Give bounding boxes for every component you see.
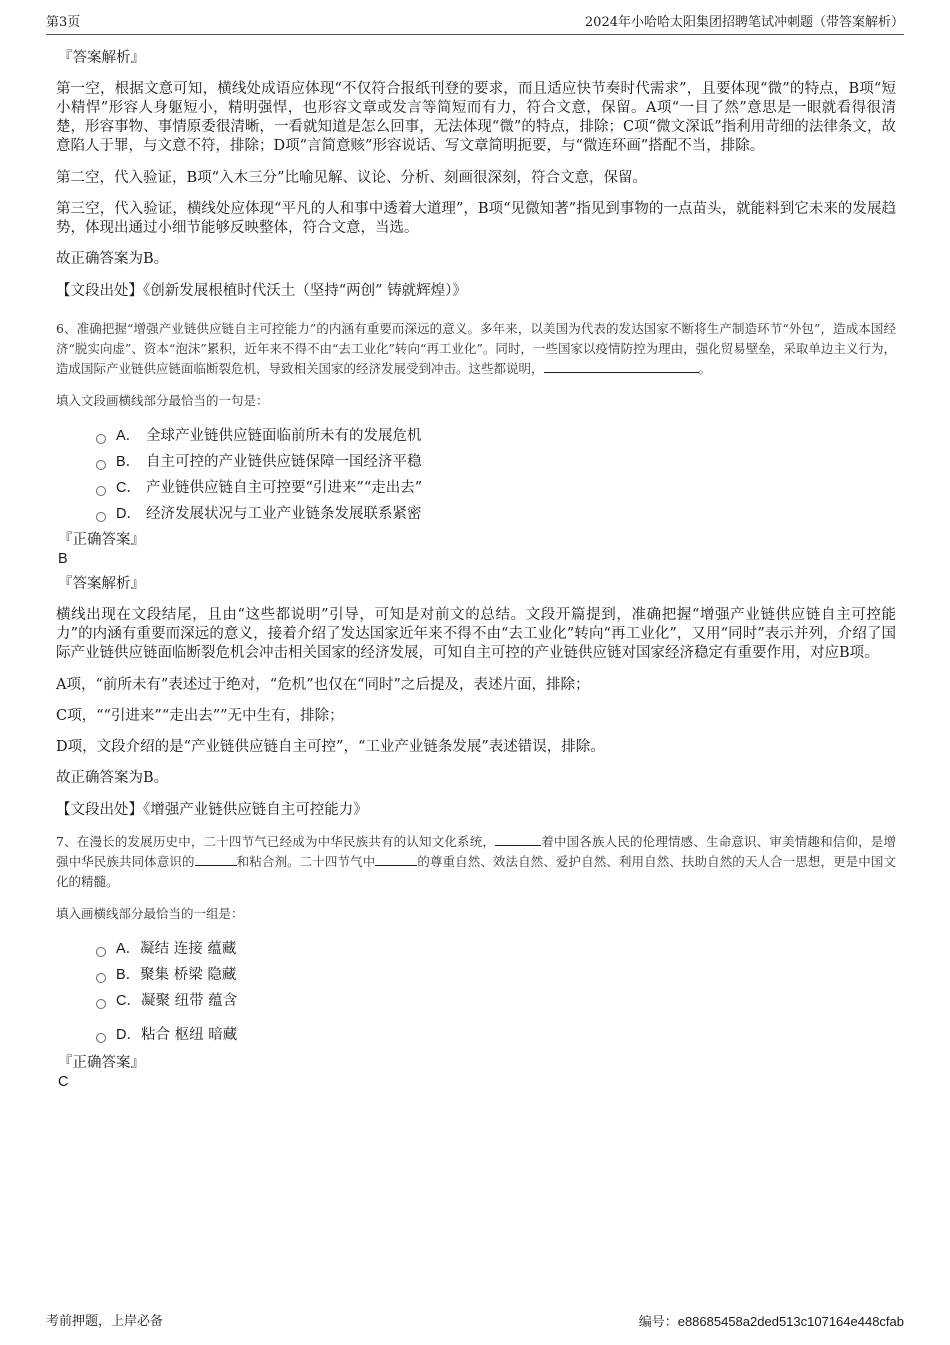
q6-answer-tag: 『正确答案』 [58,532,145,548]
radio-icon[interactable] [96,434,106,444]
q6-analysis-tag: 『答案解析』 [58,576,145,592]
q7-stem: 7、在漫长的发展历史中，二十四节气已经成为中华民族共有的认知文化系统， 着中国各族人民的伦理情感、生命意识、审美情趣和信仰，是增强中华民族共同体意识的 和粘合剂。二十四节气中 的尊重自然、效法自然、爱护自然、利用自然、扶助自然的天人合一思想，更是中国文化的精髓。 [56,834,896,889]
q6-option-d[interactable]: D． 经济发展状况与工业产业链条发展联系紧密 [96,501,896,527]
q6-option-b[interactable]: B． 自主可控的产业链供应链保障一国经济平稳 [96,449,896,475]
q7-option-b[interactable]: B． 聚集 桥梁 隐藏 [96,962,896,988]
q6-stem-end: 。 [698,361,712,376]
q6-option-c[interactable]: C． 产业链供应链自主可控要“引进来”“走出去” [96,475,896,501]
page-footer [46,1313,904,1333]
q5-analysis-tag: 『答案解析』 [58,50,145,66]
q6-analysis-p4: D项，文段介绍的是“产业链供应链自主可控”，“工业产业链条发展”表述错误，排除。 [56,739,605,755]
q6-analysis-p3: C项，““引进来”“走出去””无中生有，排除； [56,708,344,724]
q6-blank [544,360,699,373]
q7-option-c[interactable]: C． 凝聚 纽带 蕴含 [96,988,896,1014]
page-content [56,42,896,1097]
radio-icon[interactable] [96,973,106,983]
q5-analysis-p3: 第三空，代入验证，横线处应体现“平凡的人和事中透着大道理”，B项“见微知著”指见到事物的一点苗头，就能料到它未来的发展趋势，体现出通过小细节能够反映整体，符合文意，当选。 [56,201,896,236]
q6-options [96,423,896,527]
q5-analysis-p2: 第二空，代入验证，B项“入木三分”比喻见解、议论、分析、刻画很深刻，符合文意，保留。 [56,170,647,186]
q6-conclusion: 故正确答案为B。 [56,770,169,786]
q6-analysis-p1: 横线出现在文段结尾，且由“这些都说明”引导，可知是对前文的总结。文段开篇提到，准确把握“增强产业链供应链自主可控能力”的内涵有重要而深远的意义，接着介绍了发达国家近年来不得不由“去工业化”转向“再工业化”，又用“同时”表示并列，介绍了国际产业链供应链面临断裂危机会冲击相关国家的经济发展，可知自主可控的产业链供应链对国家经济稳定有重要作用，对应B项。 [56,607,896,661]
radio-icon[interactable] [96,512,106,522]
q7-blank-3 [375,853,417,866]
q7-option-a[interactable]: A． 凝结 连接 蕴藏 [96,936,896,962]
q6-stem [56,319,896,379]
footer-slogan: 考前押题，上岸必备 [46,1314,164,1329]
radio-icon[interactable] [96,460,106,470]
q6-stem-text: 6、准确把握“增强产业链供应链自主可控能力”的内涵有重要而深远的意义。多年来，以美国为代表的发达国家不断将生产制造环节“外包”，造成本国经济“脱实向虚”、资本“泡沫”累积，近年来不得不由“去工业化”转向“再工业化”。同时，一些国家以疫情防控为理由，强化贸易壁垒，采取单边主义行为，造成国际产业链供应链面临断裂危机，导致相关国家的经济发展受到冲击。这些都说明， [56,321,896,376]
q5-source: 【文段出处】《创新发展根植时代沃土（坚持“两创” 铸就辉煌）》 [56,283,467,299]
radio-icon[interactable] [96,1033,106,1043]
page-number: 第3页 [46,15,81,30]
q7-answer: C [58,1074,69,1090]
q5-conclusion: 故正确答案为B。 [56,251,169,267]
q6-answer: B [58,551,68,567]
document-code: 编号：e88685458a2ded513c107164e448cfab [638,1314,904,1330]
radio-icon[interactable] [96,999,106,1009]
q5-analysis-p1: 第一空，根据文意可知，横线处成语应体现“不仅符合报纸刊登的要求，而且适应快节奏时代需求”，且要体现“微”的特点，B项“短小精悍”形容人身躯短小，精明强悍，也形容文章或发言等简短而有力，符合文意，保留。A项“一目了然”意思是一眼就看得很清楚，形容事物、事情原委很清晰，一看就知道是怎么回事，无法体现“微”的特点，排除；C项“微文深诋”指利用苛细的法律条文，故意陷人于罪，与文意不符，排除；D项“言简意赅”形容说话、写文章简明扼要，与“微连环画”搭配不当，排除。 [56,81,896,154]
q6-prompt: 填入文段画横线部分最恰当的一句是： [56,393,269,408]
q7-blank-2 [195,853,237,866]
q7-option-d[interactable]: D． 粘合 枢纽 暗藏 [96,1022,896,1048]
radio-icon[interactable] [96,947,106,957]
radio-icon[interactable] [96,486,106,496]
q7-answer-tag: 『正确答案』 [58,1055,145,1071]
q7-blank-1 [495,833,541,846]
q6-option-a[interactable]: A． 全球产业链供应链面临前所未有的发展危机 [96,423,896,449]
q7-options [96,936,896,1048]
q7-prompt: 填入画横线部分最恰当的一组是： [56,906,244,921]
page-header [46,14,904,35]
q6-source: 【文段出处】《增强产业链供应链自主可控能力》 [56,802,368,818]
document-title: 2024年小哈哈太阳集团招聘笔试冲刺题（带答案解析） [584,15,904,30]
q6-analysis-p2: A项，“前所未有”表述过于绝对，“危机”也仅在“同时”之后提及，表述片面，排除； [56,677,590,693]
